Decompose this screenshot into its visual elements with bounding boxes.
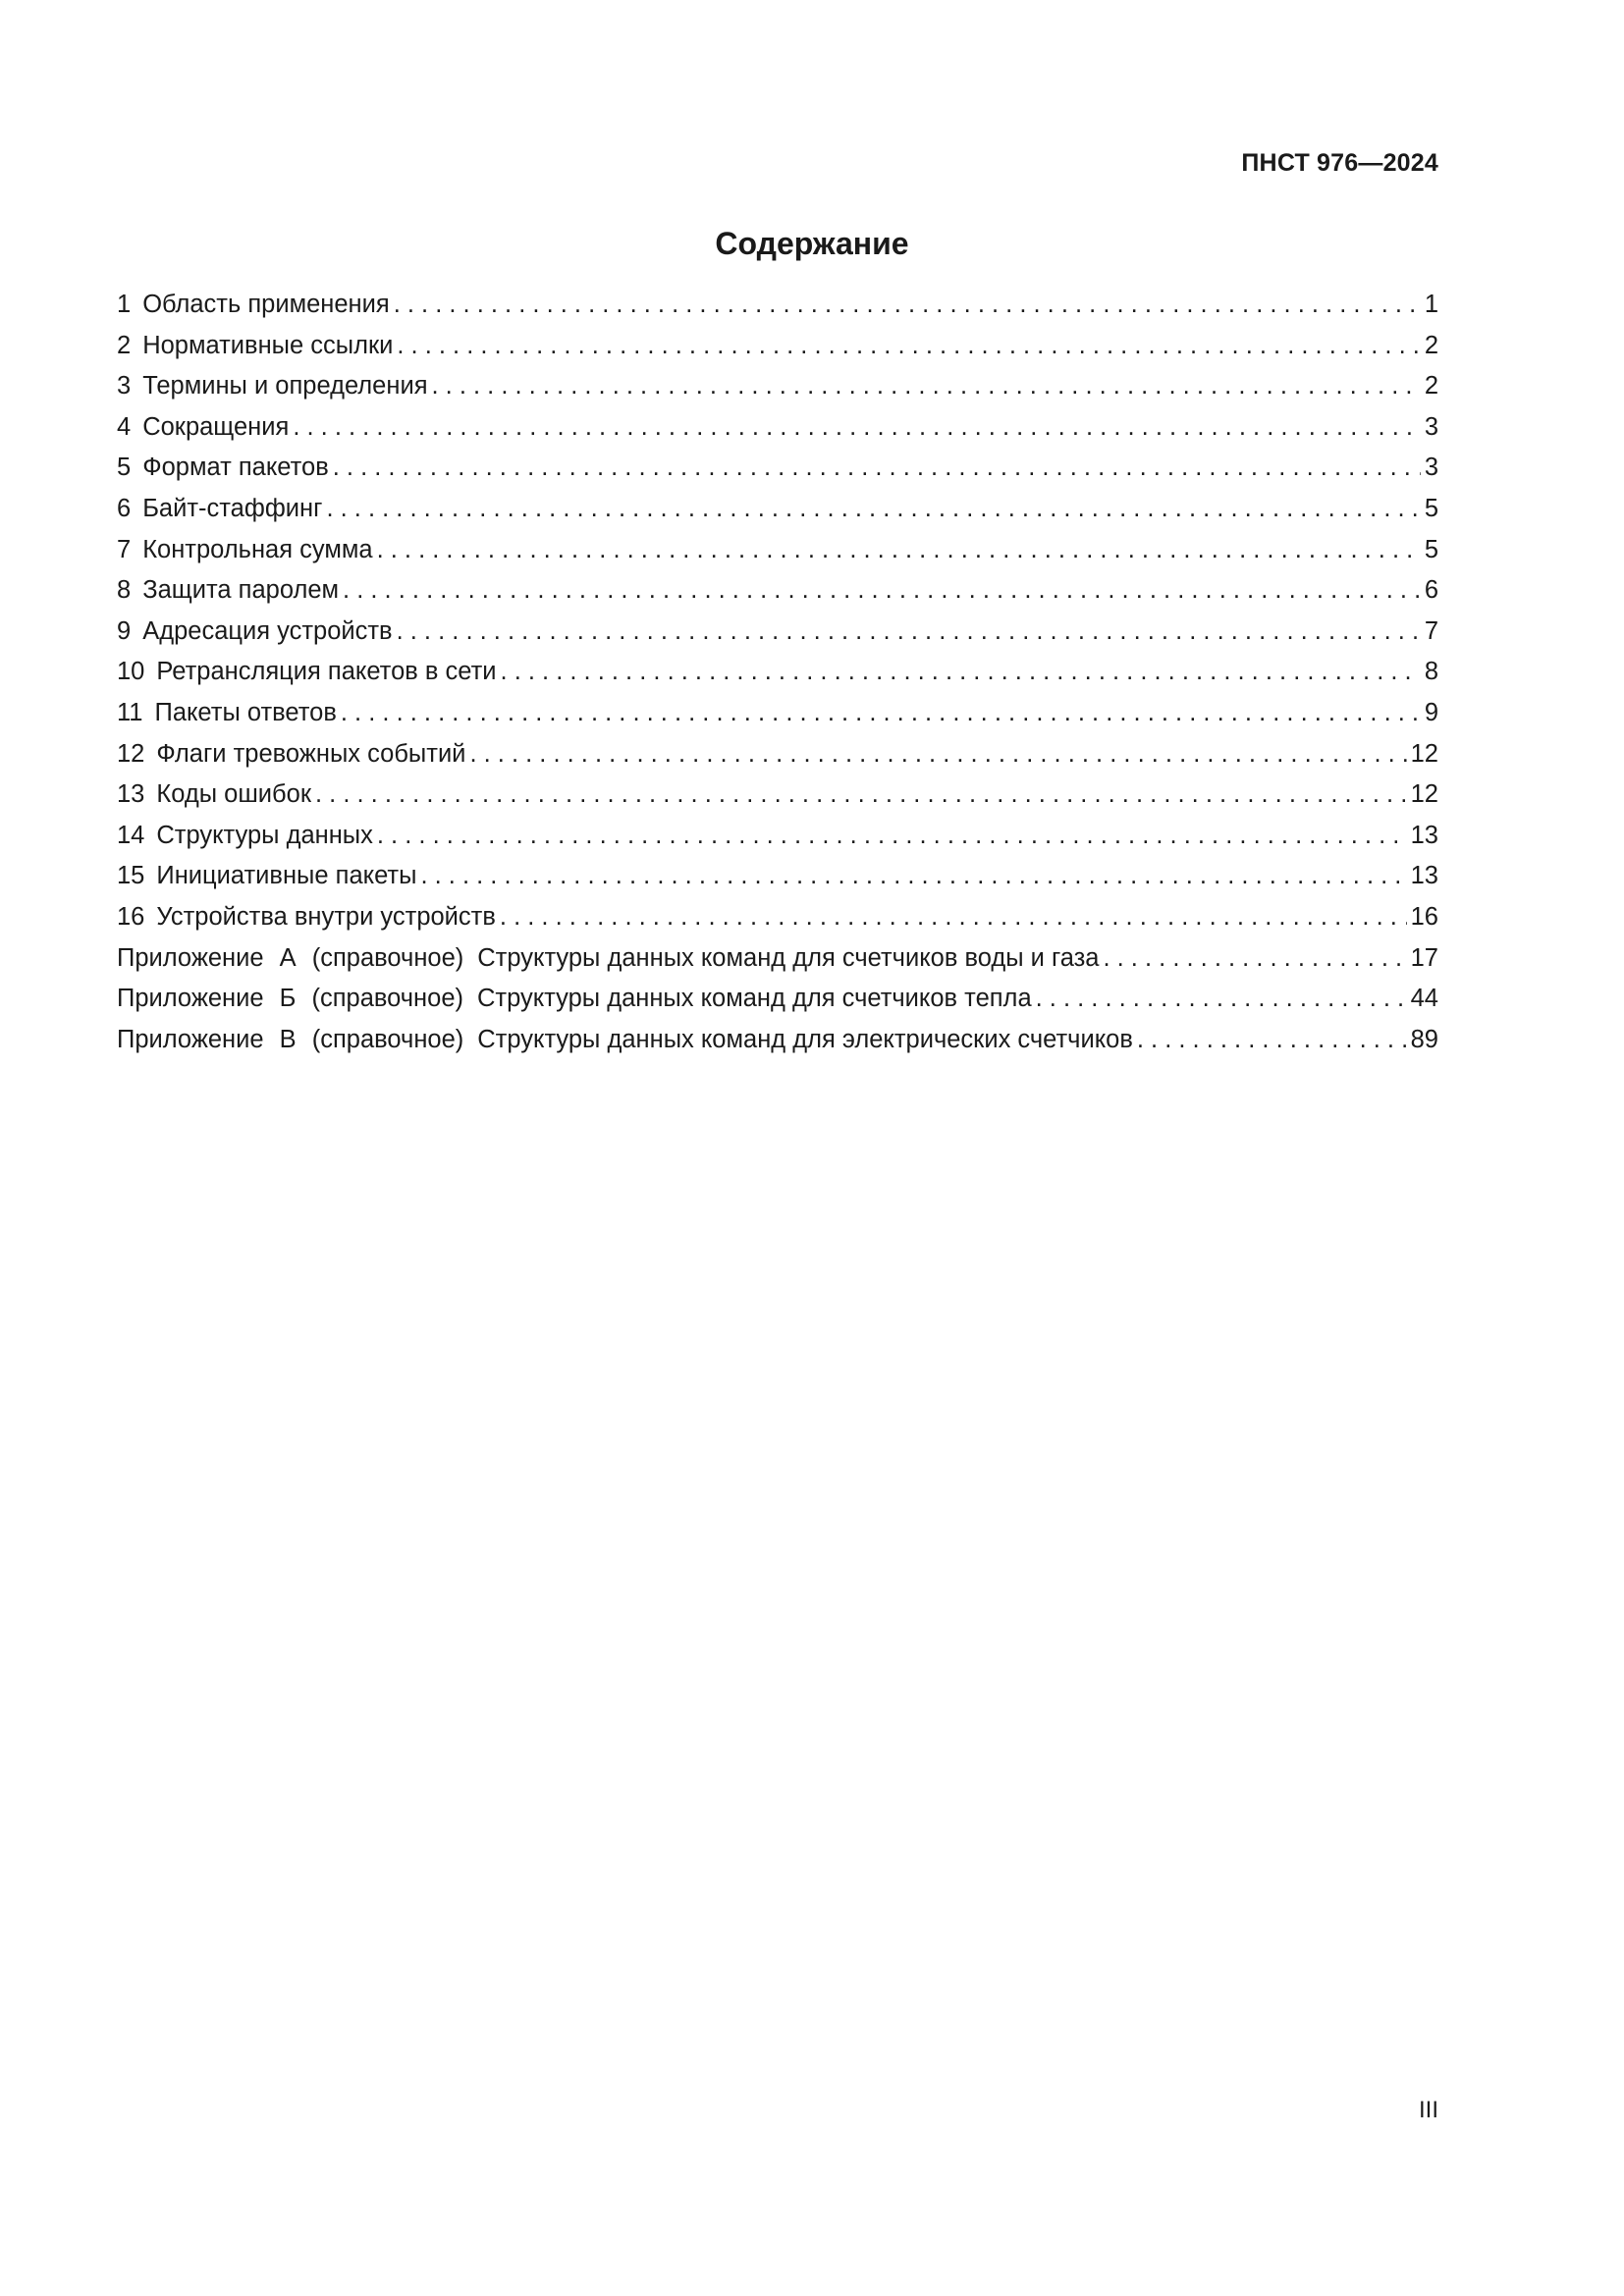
toc-leader-dots xyxy=(326,489,1420,530)
toc-entry-title: Структуры данных xyxy=(156,821,373,849)
appendix-label: Приложение А (справочное) xyxy=(117,943,464,972)
toc-entry-page: 13 xyxy=(1410,862,1438,890)
toc-appendix-entry[interactable] xyxy=(117,938,1438,980)
toc-entry[interactable] xyxy=(117,407,1438,449)
toc-entry-number: 9 xyxy=(117,616,132,645)
toc-title: Содержание xyxy=(715,226,909,261)
toc-entry-number: 11 xyxy=(117,698,143,726)
toc-entry-title: Коды ошибок xyxy=(156,780,311,809)
toc-entry-number: 6 xyxy=(117,494,132,522)
toc-leader-dots xyxy=(377,530,1421,571)
toc-entry-page: 9 xyxy=(1424,698,1438,726)
toc-entry-page: 3 xyxy=(1424,454,1438,482)
toc-entry-page: 2 xyxy=(1424,372,1438,400)
toc-leader-dots xyxy=(500,897,1407,938)
toc-entry[interactable] xyxy=(117,285,1438,326)
toc-entry[interactable] xyxy=(117,734,1438,775)
toc-leader-dots xyxy=(1036,979,1407,1020)
toc-entry-page: 17 xyxy=(1410,943,1438,972)
document-code: ПНСТ 976—2024 xyxy=(1241,149,1438,177)
toc-leader-dots xyxy=(293,407,1420,449)
toc-entry-number: 8 xyxy=(117,576,132,605)
toc-entry-title: Инициативные пакеты xyxy=(156,862,417,890)
toc-entry-number: 4 xyxy=(117,412,132,441)
toc-entry[interactable] xyxy=(117,326,1438,367)
toc-entry-number: 12 xyxy=(117,739,145,768)
toc-leader-dots xyxy=(420,856,1406,897)
toc-entry-title: Область применения xyxy=(142,291,390,318)
toc-entry-title: Адресация устройств xyxy=(142,616,393,645)
toc-leader-dots xyxy=(1103,938,1406,980)
toc-entry[interactable] xyxy=(117,448,1438,489)
toc-appendix-entry[interactable] xyxy=(117,1020,1438,1061)
toc-entry-page: 12 xyxy=(1410,780,1438,809)
appendix-title: Структуры данных команд для счетчиков воды и газа xyxy=(477,943,1100,972)
toc-entry-page: 13 xyxy=(1410,821,1438,849)
toc-entry-number: 1 xyxy=(117,291,132,318)
toc-entry-number: 7 xyxy=(117,535,132,563)
appendix-title: Структуры данных команд для счетчиков тепла xyxy=(477,985,1032,1013)
toc-entry-page: 7 xyxy=(1424,616,1438,645)
toc-leader-dots xyxy=(1137,1020,1407,1061)
toc-entry[interactable] xyxy=(117,693,1438,734)
toc-entry[interactable] xyxy=(117,897,1438,938)
toc-entry-title: Термины и определения xyxy=(142,372,428,400)
toc-entry-number: 10 xyxy=(117,658,145,686)
toc-entry[interactable] xyxy=(117,612,1438,653)
toc-entry-title: Формат пакетов xyxy=(142,454,329,482)
toc-entry-number: 3 xyxy=(117,372,132,400)
toc-leader-dots xyxy=(341,693,1421,734)
toc-entry[interactable] xyxy=(117,489,1438,530)
toc-entry-title: Флаги тревожных событий xyxy=(156,739,466,768)
toc-entry-title: Пакеты ответов xyxy=(154,698,337,726)
toc-leader-dots xyxy=(394,285,1421,326)
toc-entry-number: 14 xyxy=(117,821,145,849)
toc-entry[interactable] xyxy=(117,366,1438,407)
toc-leader-dots xyxy=(501,652,1421,693)
toc-leader-dots xyxy=(315,774,1407,816)
toc-entry-title: Защита паролем xyxy=(142,576,340,605)
toc-leader-dots xyxy=(432,366,1421,407)
toc-entry-page: 6 xyxy=(1424,576,1438,605)
toc-entry-page: 5 xyxy=(1424,535,1438,563)
toc-entry-title: Контрольная сумма xyxy=(142,535,373,563)
toc-entry-page: 1 xyxy=(1424,291,1438,318)
appendix-label: Приложение Б (справочное) xyxy=(117,985,463,1013)
toc-leader-dots xyxy=(377,816,1407,857)
toc-leader-dots xyxy=(397,326,1420,367)
toc-entry-number: 5 xyxy=(117,454,132,482)
toc-entry-page: 16 xyxy=(1410,902,1438,931)
toc-entry-page: 8 xyxy=(1424,658,1438,686)
page-number: III xyxy=(1418,2097,1438,2123)
toc-entry-number: 15 xyxy=(117,862,145,890)
appendix-title: Структуры данных команд для электрических счетчиков xyxy=(477,1025,1133,1053)
toc-leader-dots xyxy=(333,448,1421,489)
toc-entry-number: 16 xyxy=(117,902,145,931)
toc-entry-page: 2 xyxy=(1424,331,1438,359)
appendix-label: Приложение В (справочное) xyxy=(117,1025,464,1053)
toc-entry[interactable] xyxy=(117,530,1438,571)
toc-entry-page: 5 xyxy=(1424,494,1438,522)
toc-appendix-entry[interactable] xyxy=(117,979,1438,1020)
toc-leader-dots xyxy=(343,570,1421,612)
toc-entry-title: Ретрансляция пакетов в сети xyxy=(156,658,497,686)
toc-entry[interactable] xyxy=(117,816,1438,857)
toc-entry[interactable] xyxy=(117,652,1438,693)
toc-entry-number: 2 xyxy=(117,331,132,359)
toc-entry-title: Нормативные ссылки xyxy=(142,331,394,359)
toc-entry-page: 44 xyxy=(1410,985,1438,1013)
toc-entry-number: 13 xyxy=(117,780,145,809)
table-of-contents xyxy=(117,285,1438,1060)
toc-entry[interactable] xyxy=(117,856,1438,897)
toc-entry-title: Байт-стаффинг xyxy=(142,494,323,522)
toc-entry[interactable] xyxy=(117,774,1438,816)
toc-entry-page: 3 xyxy=(1424,412,1438,441)
toc-entry-title: Сокращения xyxy=(142,412,290,441)
toc-entry-page: 12 xyxy=(1410,739,1438,768)
toc-leader-dots xyxy=(469,734,1406,775)
toc-entry-title: Устройства внутри устройств xyxy=(156,902,496,931)
toc-leader-dots xyxy=(397,612,1421,653)
toc-entry-page: 89 xyxy=(1410,1025,1438,1053)
toc-entry[interactable] xyxy=(117,570,1438,612)
